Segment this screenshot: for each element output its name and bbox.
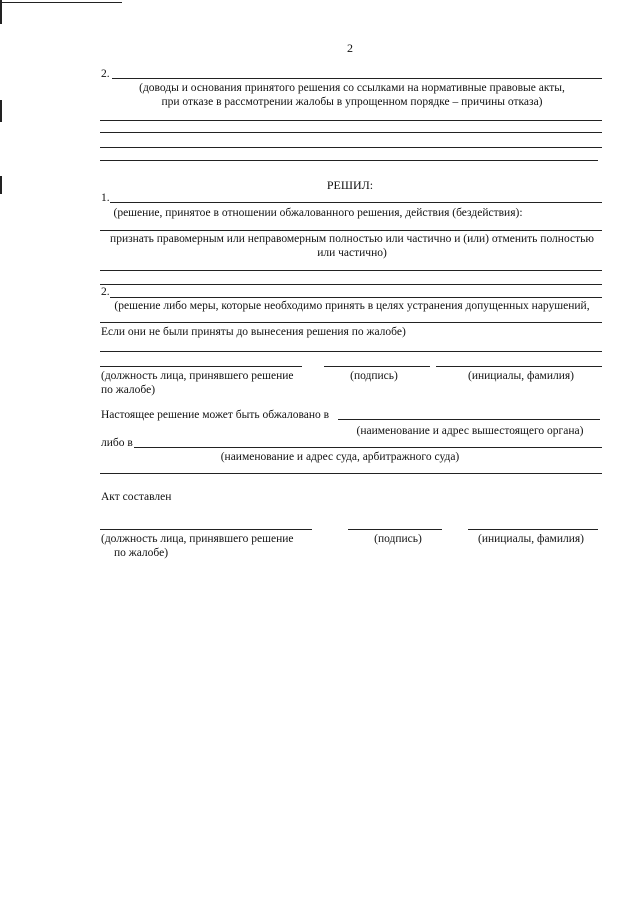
item2-fill-line	[110, 297, 602, 298]
resolved-heading: РЕШИЛ:	[326, 178, 374, 192]
sig1-signature-line	[324, 366, 430, 367]
section2-number: 2.	[101, 68, 110, 80]
item1-fill-line	[100, 270, 602, 271]
item1-number: 1.	[101, 192, 110, 204]
sig1-initials-line	[436, 366, 602, 367]
item1-hint-line1: признать правомерным или неправомерным полностью или частично и (или) отменить полностью	[110, 233, 594, 245]
section2-fill-line	[112, 78, 602, 79]
item2-fill-line	[100, 351, 602, 352]
court-caption: (наименование и адрес суда, арбитражного суда)	[220, 451, 460, 463]
item1-fill-line	[100, 284, 602, 285]
sig2-position-caption-cont: по жалобе)	[114, 547, 169, 559]
sig1-initials-caption: (инициалы, фамилия)	[467, 370, 575, 382]
item1-hint-line2: или частично)	[317, 247, 387, 259]
section2-fill-line	[100, 147, 602, 148]
sig2-initials-caption: (инициалы, фамилия)	[477, 533, 585, 545]
sig2-initials-line	[468, 529, 598, 530]
appeal-text: Настоящее решение может быть обжаловано в	[101, 409, 330, 421]
sig2-signature-caption: (подпись)	[374, 533, 422, 545]
section2-fill-line	[100, 160, 598, 161]
section2-caption-line2: при отказе в рассмотрении жалобы в упрощенном порядке – причины отказа)	[161, 96, 543, 108]
act-compiled-label: Акт составлен	[101, 491, 172, 503]
section2-fill-line	[100, 120, 602, 121]
or-in-text: либо в	[101, 437, 133, 449]
scan-edge-mark	[0, 100, 2, 122]
item2-number: 2.	[101, 286, 110, 298]
page-number: 2	[347, 41, 353, 55]
item1-fill-line	[100, 230, 602, 231]
item2-caption: (решение либо меры, которые необходимо принять в целях устранения допущенных нарушений,	[114, 300, 590, 312]
sig2-position-caption: (должность лица, принявшего решение	[101, 533, 294, 545]
scan-edge-mark	[0, 176, 2, 194]
sig1-position-caption: (должность лица, принявшего решение	[101, 370, 294, 382]
court-fill-line	[134, 447, 602, 448]
sig1-position-line	[100, 366, 302, 367]
sig2-position-line	[100, 529, 312, 530]
court-fill-line	[100, 473, 602, 474]
appeal-fill-line	[338, 419, 600, 420]
appeal-caption: (наименование и адрес вышестоящего органа)	[356, 425, 584, 437]
item2-fill-line	[100, 322, 602, 323]
item2-hint: Если они не были приняты до вынесения решения по жалобе)	[101, 326, 406, 338]
item1-caption: (решение, принятое в отношении обжалованного решения, действия (бездействия):	[113, 207, 523, 219]
section2-fill-line	[100, 132, 602, 133]
section2-caption-line1: (доводы и основания принятого решения со ссылками на нормативные правовые акты,	[139, 82, 565, 94]
item1-fill-line	[110, 202, 602, 203]
sig2-signature-line	[348, 529, 442, 530]
scan-top-line	[0, 2, 122, 3]
scan-edge-mark	[0, 0, 2, 24]
sig1-position-caption-cont: по жалобе)	[101, 384, 156, 396]
sig1-signature-caption: (подпись)	[350, 370, 398, 382]
